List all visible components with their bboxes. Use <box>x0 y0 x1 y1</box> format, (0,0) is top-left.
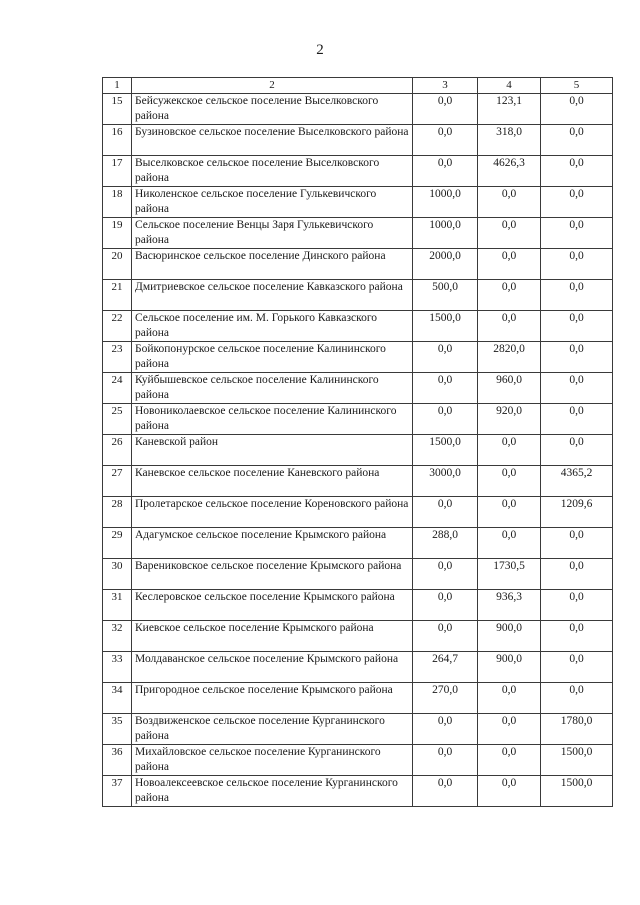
column-3-value-cell: 1500,0 <box>413 435 478 466</box>
column-3-value-cell: 270,0 <box>413 683 478 714</box>
column-4-value-cell: 920,0 <box>478 404 541 435</box>
settlement-name-cell: Сельское поселение им. М. Горького Кавказского района <box>132 311 413 342</box>
column-5-value-cell: 0,0 <box>541 373 613 404</box>
settlement-name-cell: Пролетарское сельское поселение Кореновского района <box>132 497 413 528</box>
table-row <box>103 714 613 745</box>
settlement-name-cell: Бейсужекское сельское поселение Выселковского района <box>132 94 413 125</box>
table-row <box>103 280 613 311</box>
column-3-value-cell: 0,0 <box>413 94 478 125</box>
table-row <box>103 652 613 683</box>
settlement-name-cell: Каневской район <box>132 435 413 466</box>
row-number-cell: 33 <box>103 652 132 683</box>
settlement-name-cell: Васюринское сельское поселение Динского района <box>132 249 413 280</box>
row-number-cell: 36 <box>103 745 132 776</box>
settlement-name-cell: Варениковское сельское поселение Крымского района <box>132 559 413 590</box>
column-4-value-cell: 1730,5 <box>478 559 541 590</box>
row-number-cell: 15 <box>103 94 132 125</box>
column-4-value-cell: 0,0 <box>478 187 541 218</box>
column-5-value-cell: 0,0 <box>541 621 613 652</box>
row-number-cell: 17 <box>103 156 132 187</box>
table-row <box>103 94 613 125</box>
settlement-name-cell: Бойкопонурское сельское поселение Калининского района <box>132 342 413 373</box>
column-3-value-cell: 2000,0 <box>413 249 478 280</box>
column-3-value-cell: 500,0 <box>413 280 478 311</box>
column-3-value-cell: 264,7 <box>413 652 478 683</box>
table-row <box>103 559 613 590</box>
table-row <box>103 125 613 156</box>
column-4-value-cell: 0,0 <box>478 683 541 714</box>
row-number-cell: 28 <box>103 497 132 528</box>
column-5-value-cell: 0,0 <box>541 559 613 590</box>
settlement-name-cell: Выселковское сельское поселение Выселковского района <box>132 156 413 187</box>
column-3-value-cell: 0,0 <box>413 497 478 528</box>
column-3-value-cell: 0,0 <box>413 714 478 745</box>
column-3-value-cell: 1500,0 <box>413 311 478 342</box>
row-number-cell: 24 <box>103 373 132 404</box>
table-row <box>103 249 613 280</box>
page-number: 2 <box>316 42 324 58</box>
column-3-value-cell: 0,0 <box>413 559 478 590</box>
column-4-value-cell: 0,0 <box>478 714 541 745</box>
table-row <box>103 342 613 373</box>
column-3-value-cell: 0,0 <box>413 373 478 404</box>
table-row <box>103 497 613 528</box>
table-row <box>103 683 613 714</box>
row-number-cell: 20 <box>103 249 132 280</box>
row-number-cell: 18 <box>103 187 132 218</box>
column-header-2: 2 <box>132 78 413 94</box>
column-5-value-cell: 1500,0 <box>541 776 613 807</box>
table-row <box>103 528 613 559</box>
settlement-name-cell: Кеслеровское сельское поселение Крымского района <box>132 590 413 621</box>
column-5-value-cell: 0,0 <box>541 683 613 714</box>
column-3-value-cell: 0,0 <box>413 404 478 435</box>
table-row <box>103 187 613 218</box>
column-4-value-cell: 900,0 <box>478 621 541 652</box>
settlement-name-cell: Сельское поселение Венцы Заря Гулькевичского района <box>132 218 413 249</box>
column-3-value-cell: 0,0 <box>413 125 478 156</box>
column-3-value-cell: 0,0 <box>413 621 478 652</box>
column-5-value-cell: 1209,6 <box>541 497 613 528</box>
column-3-value-cell: 288,0 <box>413 528 478 559</box>
column-4-value-cell: 0,0 <box>478 280 541 311</box>
column-4-value-cell: 123,1 <box>478 94 541 125</box>
settlement-name-cell: Воздвиженское сельское поселение Курганинского района <box>132 714 413 745</box>
header-row <box>103 78 613 94</box>
column-4-value-cell: 0,0 <box>478 466 541 497</box>
column-5-value-cell: 0,0 <box>541 218 613 249</box>
column-5-value-cell: 0,0 <box>541 280 613 311</box>
row-number-cell: 27 <box>103 466 132 497</box>
column-3-value-cell: 1000,0 <box>413 218 478 249</box>
settlement-name-cell: Новоалексеевское сельское поселение Курганинского района <box>132 776 413 807</box>
column-4-value-cell: 2820,0 <box>478 342 541 373</box>
table-row <box>103 373 613 404</box>
column-4-value-cell: 0,0 <box>478 218 541 249</box>
column-5-value-cell: 0,0 <box>541 404 613 435</box>
column-5-value-cell: 0,0 <box>541 125 613 156</box>
column-4-value-cell: 0,0 <box>478 311 541 342</box>
column-4-value-cell: 936,3 <box>478 590 541 621</box>
settlement-name-cell: Каневское сельское поселение Каневского района <box>132 466 413 497</box>
column-header-1: 1 <box>103 78 132 94</box>
column-5-value-cell: 0,0 <box>541 342 613 373</box>
settlement-name-cell: Дмитриевское сельское поселение Кавказского района <box>132 280 413 311</box>
settlement-name-cell: Киевское сельское поселение Крымского района <box>132 621 413 652</box>
table-row <box>103 745 613 776</box>
column-5-value-cell: 0,0 <box>541 94 613 125</box>
column-4-value-cell: 0,0 <box>478 776 541 807</box>
column-3-value-cell: 0,0 <box>413 776 478 807</box>
row-number-cell: 16 <box>103 125 132 156</box>
column-5-value-cell: 1780,0 <box>541 714 613 745</box>
table-row <box>103 311 613 342</box>
row-number-cell: 25 <box>103 404 132 435</box>
table-row <box>103 776 613 807</box>
column-5-value-cell: 0,0 <box>541 187 613 218</box>
table-row <box>103 156 613 187</box>
row-number-cell: 19 <box>103 218 132 249</box>
column-5-value-cell: 0,0 <box>541 590 613 621</box>
row-number-cell: 26 <box>103 435 132 466</box>
column-5-value-cell: 0,0 <box>541 249 613 280</box>
table-row <box>103 218 613 249</box>
table-row <box>103 590 613 621</box>
column-5-value-cell: 4365,2 <box>541 466 613 497</box>
column-4-value-cell: 4626,3 <box>478 156 541 187</box>
settlement-name-cell: Молдаванское сельское поселение Крымского района <box>132 652 413 683</box>
row-number-cell: 31 <box>103 590 132 621</box>
settlement-name-cell: Михайловское сельское поселение Курганинского района <box>132 745 413 776</box>
column-4-value-cell: 0,0 <box>478 745 541 776</box>
allocation-table <box>102 77 613 807</box>
column-4-value-cell: 318,0 <box>478 125 541 156</box>
column-3-value-cell: 0,0 <box>413 590 478 621</box>
column-4-value-cell: 960,0 <box>478 373 541 404</box>
row-number-cell: 29 <box>103 528 132 559</box>
row-number-cell: 34 <box>103 683 132 714</box>
table-row <box>103 435 613 466</box>
column-header-3: 3 <box>413 78 478 94</box>
column-4-value-cell: 0,0 <box>478 497 541 528</box>
column-header-4: 4 <box>478 78 541 94</box>
column-5-value-cell: 1500,0 <box>541 745 613 776</box>
column-3-value-cell: 0,0 <box>413 342 478 373</box>
column-3-value-cell: 0,0 <box>413 745 478 776</box>
row-number-cell: 37 <box>103 776 132 807</box>
table-row <box>103 621 613 652</box>
column-header-5: 5 <box>541 78 613 94</box>
row-number-cell: 32 <box>103 621 132 652</box>
settlement-name-cell: Куйбышевское сельское поселение Калининского района <box>132 373 413 404</box>
table-row <box>103 404 613 435</box>
settlement-name-cell: Бузиновское сельское поселение Выселковского района <box>132 125 413 156</box>
column-5-value-cell: 0,0 <box>541 311 613 342</box>
column-3-value-cell: 3000,0 <box>413 466 478 497</box>
table-body <box>103 94 613 807</box>
column-5-value-cell: 0,0 <box>541 435 613 466</box>
column-3-value-cell: 1000,0 <box>413 187 478 218</box>
settlement-name-cell: Новониколаевское сельское поселение Калининского района <box>132 404 413 435</box>
column-5-value-cell: 0,0 <box>541 528 613 559</box>
table-row <box>103 466 613 497</box>
settlement-name-cell: Адагумское сельское поселение Крымского района <box>132 528 413 559</box>
row-number-cell: 21 <box>103 280 132 311</box>
column-4-value-cell: 0,0 <box>478 528 541 559</box>
settlement-name-cell: Николенское сельское поселение Гулькевичского района <box>132 187 413 218</box>
row-number-cell: 35 <box>103 714 132 745</box>
column-5-value-cell: 0,0 <box>541 156 613 187</box>
column-4-value-cell: 0,0 <box>478 435 541 466</box>
column-4-value-cell: 0,0 <box>478 249 541 280</box>
row-number-cell: 30 <box>103 559 132 590</box>
settlement-name-cell: Пригородное сельское поселение Крымского района <box>132 683 413 714</box>
row-number-cell: 23 <box>103 342 132 373</box>
row-number-cell: 22 <box>103 311 132 342</box>
column-3-value-cell: 0,0 <box>413 156 478 187</box>
column-5-value-cell: 0,0 <box>541 652 613 683</box>
column-4-value-cell: 900,0 <box>478 652 541 683</box>
